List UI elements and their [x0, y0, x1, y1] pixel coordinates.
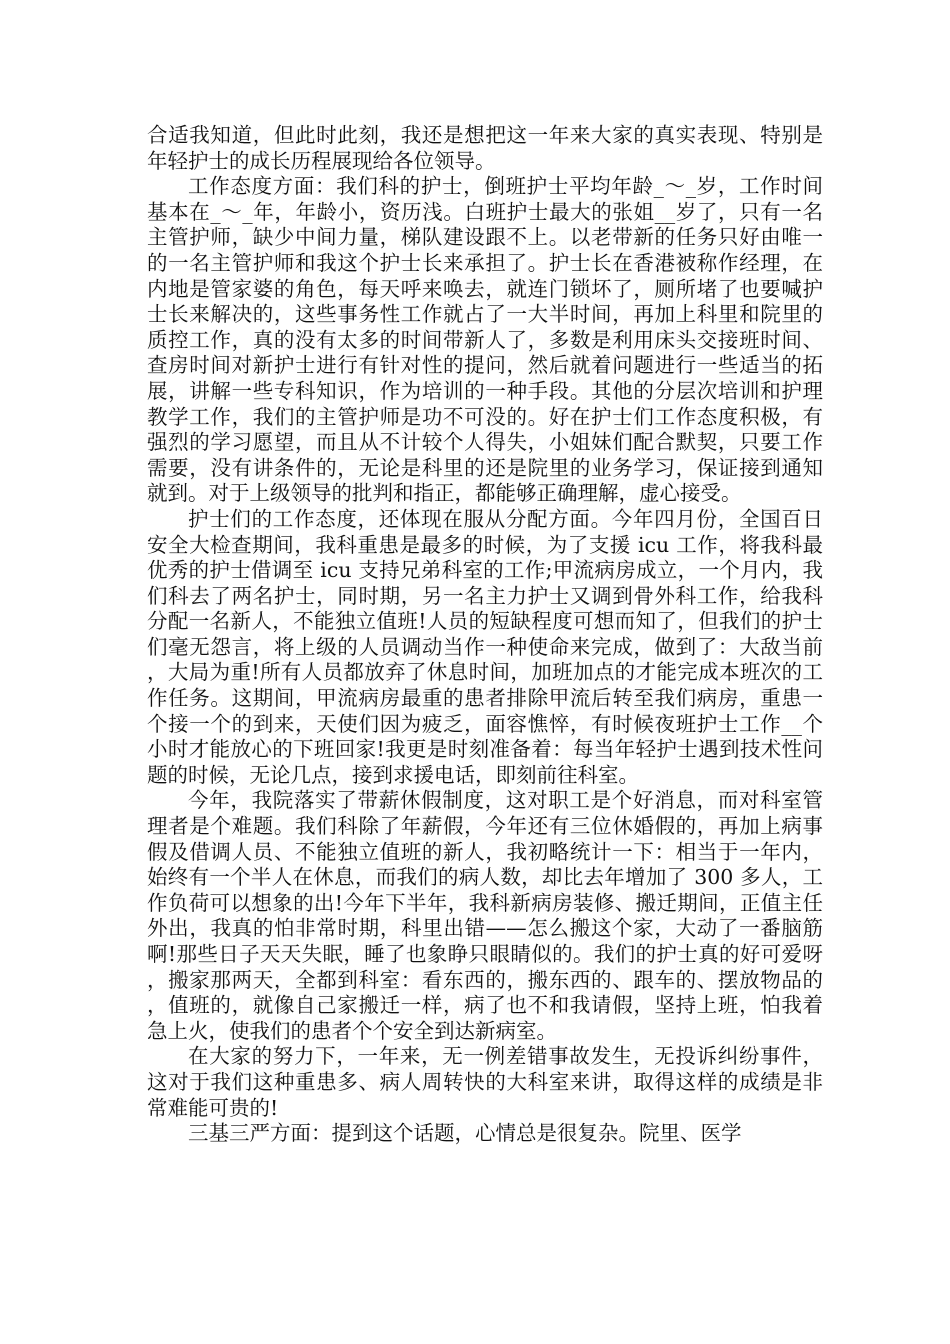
paragraph: 护士们的工作态度，还体现在服从分配方面。今年四月份，全国百日安全大检查期间，我科重患是最多的时候，为了支援 icu 工作，将我科最优秀的护士借调至 icu 支持兄弟科室的工作;甲流病房成立，一个月内，我们科去了两名护士，同时期，另一名主力护士又调到骨外科工作，给我科分配一名新人，不能独立值班!人员的短缺程度可想而知了，但我们的护士们毫无怨言，将上级的人员调动当作一种使命来完成，做到了：大敌当前，大局为重!所有人员都放弃了休息时间，加班加点的才能完成本班次的工作任务。这期间，甲流病房最重的患者排除甲流后转至我们病房，重患一个接一个的到来，天使们因为疲乏，面容憔悴，有时候夜班护士工作__个小时才能放心的下班回家!我更是时刻准备着：每当年轻护士遇到技术性问题的时候，无论几点，接到求援电话，即刻前往科室。 — [147, 506, 823, 787]
paragraph: 工作态度方面：我们科的护士，倒班护士平均年龄_～_岁，工作时间基本在_～_年，年龄小，资历浅。白班护士最大的张姐__岁了，只有一名主管护师，缺少中间力量，梯队建设跟不上。以老带新的任务只好由唯一的一名主管护师和我这个护士长来承担了。护士长在香港被称作经理，在内地是管家婆的角色，每天呼来唤去，就连门锁坏了，厕所堵了也要喊护士长来解决的，这些事务性工作就占了一大半时间，再加上科里和院里的质控工作，真的没有太多的时间带新人了，多数是利用床头交接班时间、查房时间对新护士进行有针对性的提问，然后就着问题进行一些适当的拓展，讲解一些专科知识，作为培训的一种手段。其他的分层次培训和护理教学工作，我们的主管护师是功不可没的。好在护士们工作态度积极，有强烈的学习愿望，而且从不计较个人得失，小姐妹们配合默契，只要工作需要，没有讲条件的，无论是科里的还是院里的业务学习，保证接到通知就到。对于上级领导的批判和指正，都能够正确理解，虚心接受。 — [147, 174, 823, 506]
paragraph: 今年，我院落实了带薪休假制度，这对职工是个好消息，而对科室管理者是个难题。我们科除了年薪假，今年还有三位休婚假的，再加上病事假及借调人员、不能独立值班的新人，我初略统计一下：相当于一年内，始终有一个半人在休息，而我们的病人数，却比去年增加了 300 多人，工作负荷可以想象的出!今年下半年，我科新病房装修、搬迁期间，正值主任外出，我真的怕非常时期，科里出错——怎么搬这个家，大动了一番脑筋啊!那些日子天天失眠，睡了也象睁只眼睛似的。我们的护士真的好可爱呀，搬家那两天，全都到科室：看东西的，搬东西的、跟车的、摆放物品的，值班的，就像自己家搬迁一样，病了也不和我请假，坚持上班，怕我着急上火，使我们的患者个个安全到达新病室。 — [147, 788, 823, 1043]
document-body — [147, 123, 823, 1147]
paragraph: 三基三严方面：提到这个话题，心情总是很复杂。院里、医学 — [188, 1121, 742, 1146]
paragraph: 在大家的努力下，一年来，无一例差错事故发生，无投诉纠纷事件，这对于我们这种重患多、病人周转快的大科室来讲，取得这样的成绩是非常难能可贵的! — [147, 1044, 823, 1120]
paragraph: 合适我知道，但此时此刻，我还是想把这一年来大家的真实表现、特别是年轻护士的成长历程展现给各位领导。 — [147, 123, 823, 173]
